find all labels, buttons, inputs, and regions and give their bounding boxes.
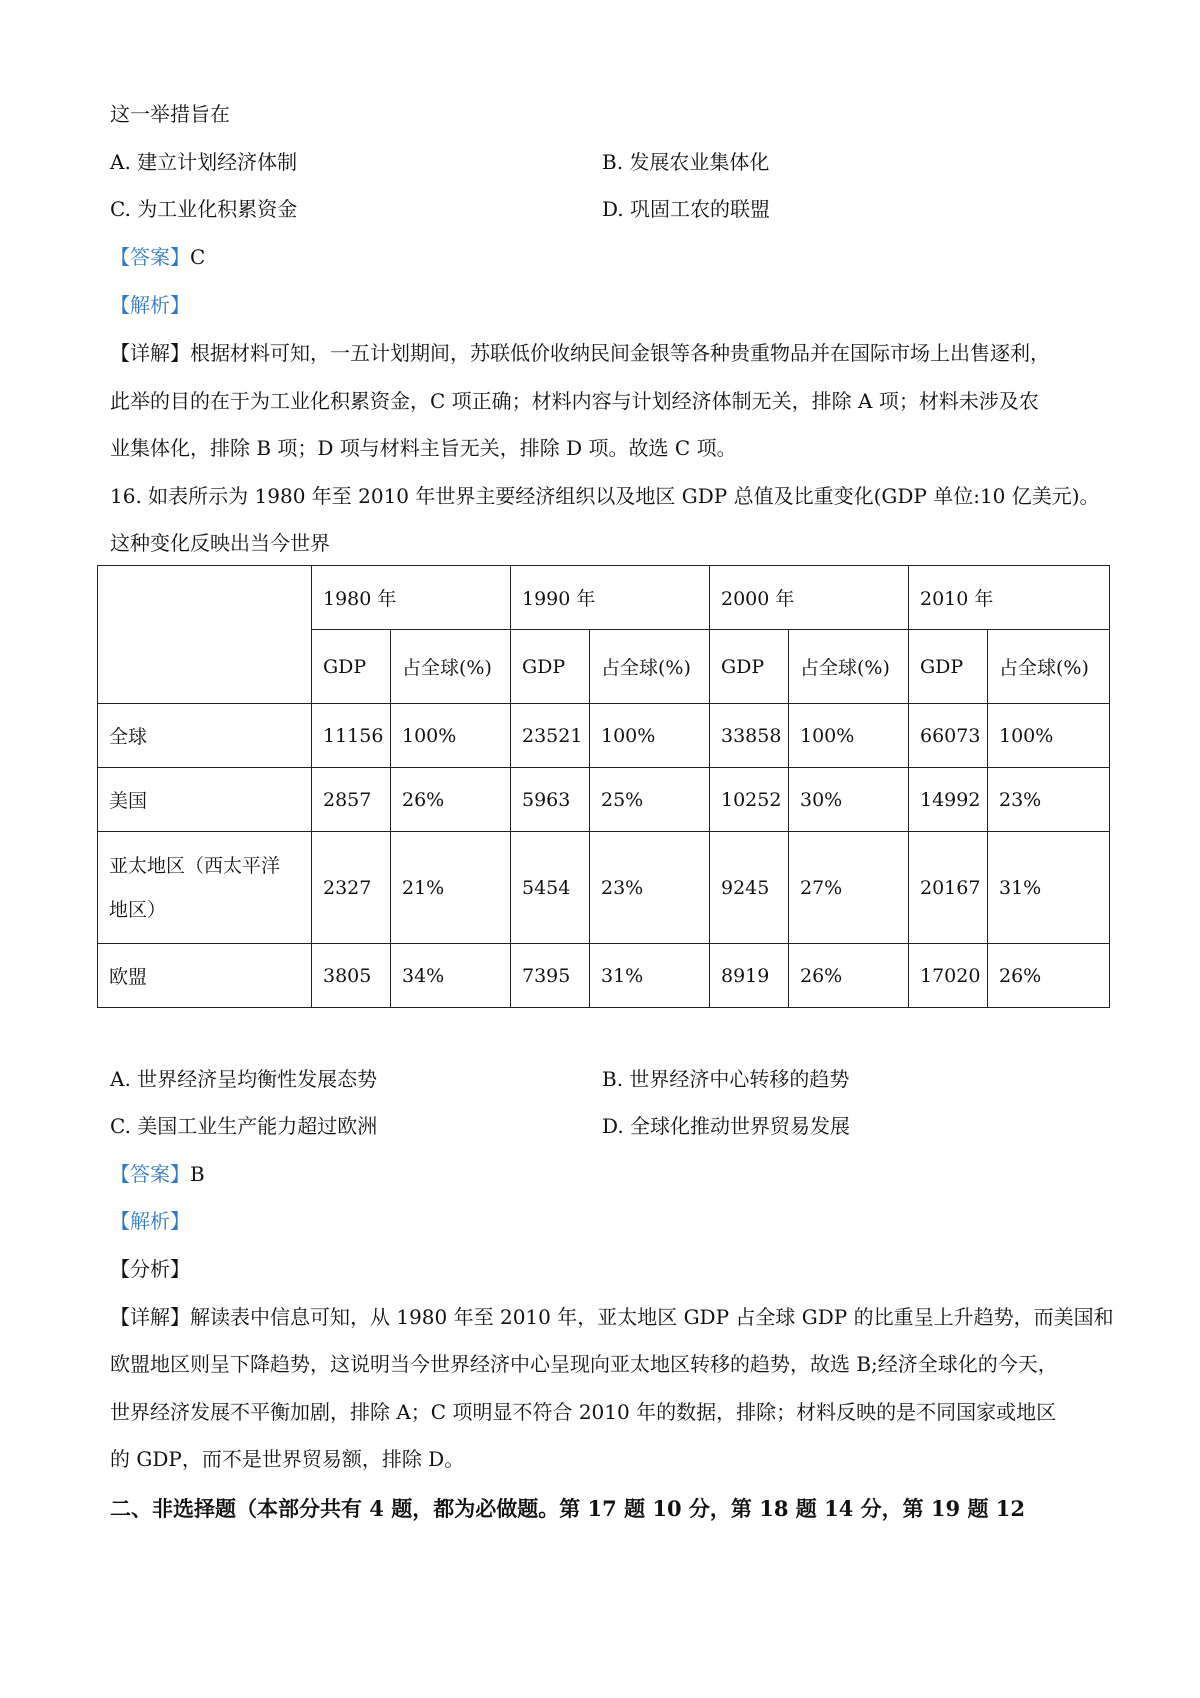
section-two-heading: 二、非选择题（本部分共有 4 题，都为必做题。第 17 题 10 分，第 18 题 14 分，第 19 题 12 [110,1496,1025,1521]
q16-fenxi-label: 【分析】 [110,1257,190,1281]
table-cell: 10252 [710,768,789,832]
row-label-asia-pacific [98,832,312,944]
q15-option-b: B. 发展农业集体化 [602,150,770,174]
table-row [98,704,1110,768]
table-cell: 2327 [312,832,391,944]
table-cell: 23% [988,768,1110,832]
table-cell: 14992 [909,768,988,832]
q16-stem-line-2: 这种变化反映出当今世界 [110,531,330,555]
table-cell: 26% [391,768,511,832]
answer-value: B [190,1162,205,1186]
q15-option-c: C. 为工业化积累资金 [110,197,298,221]
row-label-eu: 欧盟 [98,944,312,1008]
q15-answer [110,247,205,267]
table-cell: 33858 [710,704,789,768]
table-cell: 17020 [909,944,988,1008]
table-cell: 34% [391,944,511,1008]
subheader-gdp: GDP [909,630,988,704]
answer-label: 【答案】 [110,1162,190,1186]
year-header-1980: 1980 年 [312,566,511,630]
q16-detail-line-1: 【详解】解读表中信息可知，从 1980 年至 2010 年，亚太地区 GDP 占全球 GDP 的比重呈上升趋势，而美国和 [110,1305,1114,1329]
q15-stem-tail: 这一举措旨在 [110,102,230,126]
table-row [98,768,1110,832]
year-header-2000: 2000 年 [710,566,909,630]
table-cell: 3805 [312,944,391,1008]
subheader-share: 占全球(%) [590,630,710,704]
table-cell: 100% [988,704,1110,768]
table-corner-cell [98,566,312,704]
q16-option-b: B. 世界经济中心转移的趋势 [602,1067,850,1091]
table-cell: 23% [590,832,710,944]
q16-detail-line-4: 的 GDP，而不是世界贸易额，排除 D。 [110,1447,465,1471]
table-cell: 26% [789,944,909,1008]
q16-detail-line-2: 欧盟地区则呈下降趋势，这说明当今世界经济中心呈现向亚太地区转移的趋势，故选 B;经济全球化的今天， [110,1352,1058,1376]
table-cell: 21% [391,832,511,944]
year-header-2010: 2010 年 [909,566,1110,630]
row-label-line: 地区） [109,898,167,921]
q16-answer [110,1164,205,1184]
row-label-line: 亚太地区（西太平洋 [109,854,281,877]
table-cell: 9245 [710,832,789,944]
table-cell: 2857 [312,768,391,832]
subheader-share: 占全球(%) [988,630,1110,704]
q15-analysis-label: 【解析】 [110,293,190,317]
q15-detail-line-1: 【详解】根据材料可知，一五计划期间，苏联低价收纳民间金银等各种贵重物品并在国际市场上出售逐利， [110,341,1050,365]
row-label-global: 全球 [98,704,312,768]
table-row [98,832,1110,944]
q16-detail-line-3: 世界经济发展不平衡加剧，排除 A；C 项明显不符合 2010 年的数据，排除；材料反映的是不同国家或地区 [110,1400,1057,1424]
table-cell: 31% [988,832,1110,944]
table-cell: 11156 [312,704,391,768]
subheader-share: 占全球(%) [391,630,511,704]
subheader-gdp: GDP [511,630,590,704]
table-cell: 5963 [511,768,590,832]
q15-option-d: D. 巩固工农的联盟 [602,197,771,221]
table-cell: 7395 [511,944,590,1008]
q16-option-d: D. 全球化推动世界贸易发展 [602,1114,851,1138]
q16-stem-line-1: 16. 如表所示为 1980 年至 2010 年世界主要经济组织以及地区 GDP 总值及比重变化(GDP 单位:10 亿美元)。 [110,484,1100,508]
subheader-gdp: GDP [710,630,789,704]
subheader-share: 占全球(%) [789,630,909,704]
table-cell: 25% [590,768,710,832]
table-cell: 20167 [909,832,988,944]
q15-detail-line-3: 业集体化，排除 B 项；D 项与材料主旨无关，排除 D 项。故选 C 项。 [110,436,737,460]
q15-option-a: A. 建立计划经济体制 [110,150,298,174]
q16-analysis-label: 【解析】 [110,1209,190,1233]
table-cell: 66073 [909,704,988,768]
table-cell: 27% [789,832,909,944]
table-cell: 31% [590,944,710,1008]
q16-option-a: A. 世界经济呈均衡性发展态势 [110,1067,378,1091]
gdp-table [97,565,1110,1008]
year-header-1990: 1990 年 [511,566,710,630]
subheader-gdp: GDP [312,630,391,704]
answer-label: 【答案】 [110,245,190,269]
table-cell: 26% [988,944,1110,1008]
row-label-usa: 美国 [98,768,312,832]
answer-value: C [190,245,206,269]
q15-detail-line-2: 此举的目的在于为工业化积累资金，C 项正确；材料内容与计划经济体制无关，排除 A 项；材料未涉及农 [110,389,1039,413]
table-row [98,944,1110,1008]
table-cell: 100% [789,704,909,768]
q16-option-c: C. 美国工业生产能力超过欧洲 [110,1114,378,1138]
table-cell: 5454 [511,832,590,944]
table-cell: 8919 [710,944,789,1008]
table-cell: 100% [590,704,710,768]
table-cell: 30% [789,768,909,832]
table-cell: 23521 [511,704,590,768]
table-cell: 100% [391,704,511,768]
